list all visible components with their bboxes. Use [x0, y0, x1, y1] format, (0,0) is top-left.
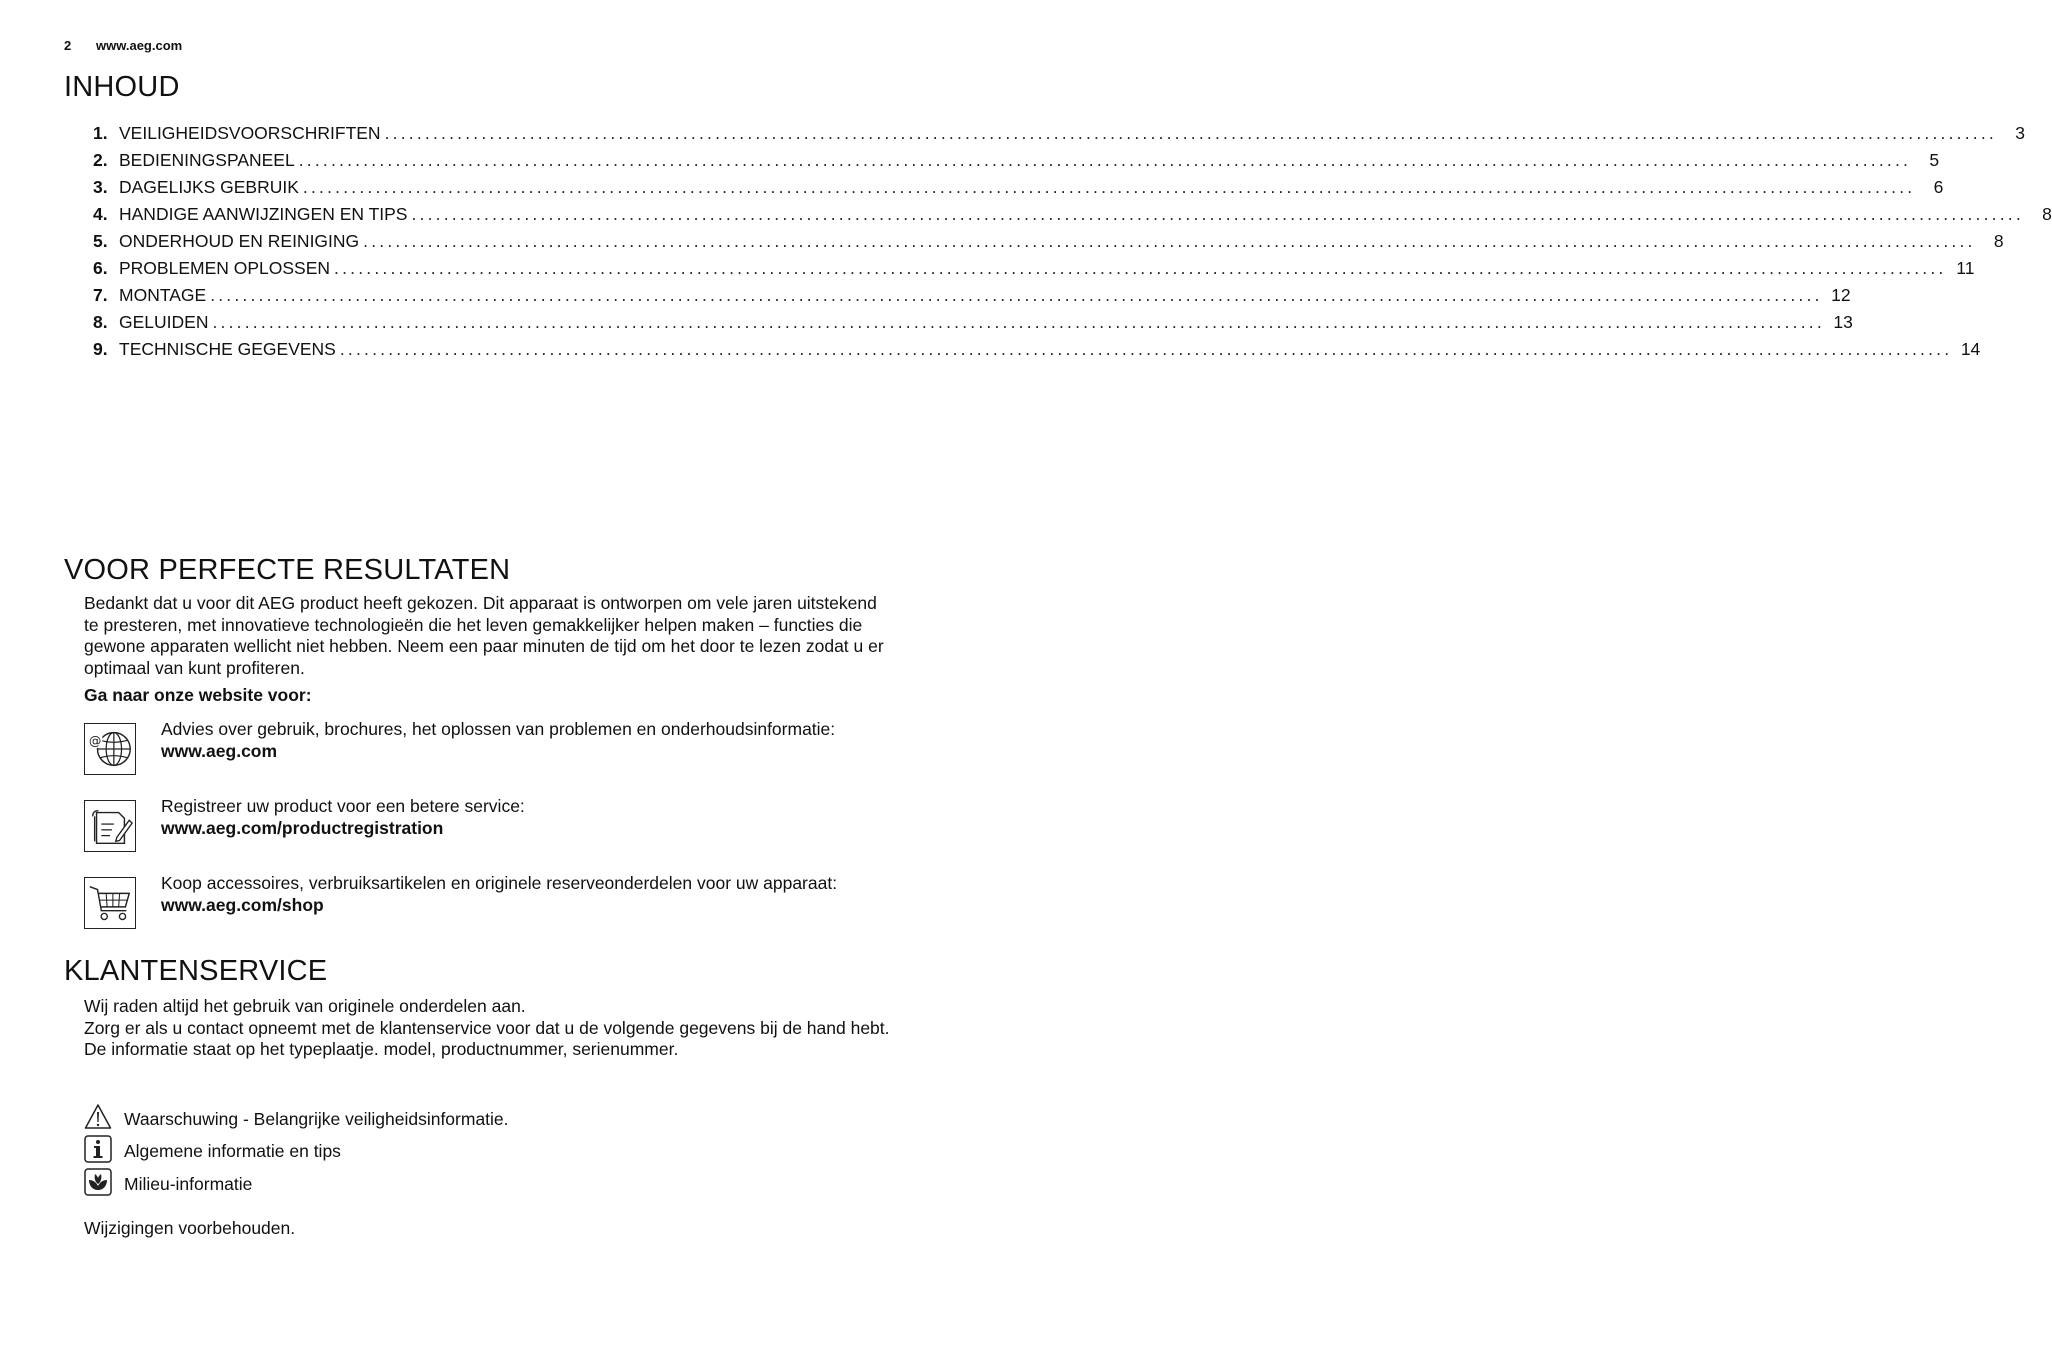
toc-item-page: 3: [2015, 123, 2025, 143]
environment-icon: [84, 1168, 112, 1196]
toc-item[interactable]: [93, 311, 1853, 338]
toc-leader-dots: ........................................................................................................................................................................................................: [411, 204, 2024, 224]
website-label: Ga naar onze website voor:: [84, 685, 312, 705]
toc-item-number: 4.: [93, 204, 108, 224]
header-site-link[interactable]: www.aeg.com: [96, 38, 183, 53]
service-line: Wij raden altijd het gebruik van originele onderdelen aan.: [84, 996, 526, 1016]
legend-text: Waarschuwing - Belangrijke veiligheidsinformatie.: [124, 1109, 509, 1129]
warning-icon: [84, 1103, 112, 1131]
website-item-text: Registreer uw product voor een betere service:: [161, 796, 525, 816]
page-header: [64, 38, 182, 53]
toc-item-page: 6: [1933, 177, 1944, 197]
service-line: De informatie staat op het typeplaatje. model, productnummer, serienummer.: [84, 1039, 679, 1059]
website-item-text: Koop accessoires, verbruiksartikelen en originele reserveonderdelen voor uw apparaat:: [161, 873, 838, 893]
toc-leader-dots: ........................................................................................................................................................................................................: [384, 123, 1997, 143]
toc-item-number: 8.: [93, 312, 108, 332]
registration-icon: [84, 800, 136, 852]
service-text: [84, 996, 894, 1061]
toc-item[interactable]: [93, 203, 2052, 230]
intro-paragraph: Bedankt dat u voor dit AEG product heeft gekozen. Dit apparaat is ontworpen om vele jaren uitstekend te presteren, met innovatieve technologieën die het leven gemakkelijker helpen maken – functies die gewone apparaten wellicht niet hebben. Neem een paar minuten de tijd om het door te lezen zodat u er optimaal van kunt profiteren.: [84, 593, 884, 678]
toc-item-page: 13: [1833, 312, 1853, 332]
toc-item-title: GELUIDEN: [119, 312, 209, 332]
table-of-contents: [93, 122, 2052, 365]
toc-item-number: 9.: [93, 339, 108, 359]
toc-title: INHOUD: [64, 71, 180, 103]
toc-item[interactable]: [93, 176, 1944, 203]
toc-leader-dots: ........................................................................................................................................................................................................: [212, 312, 1825, 332]
perfect-results-heading: VOOR PERFECTE RESULTATEN: [64, 554, 511, 586]
globe-icon: [84, 723, 136, 775]
toc-item-number: 1.: [93, 123, 108, 143]
toc-item-page: 11: [1956, 258, 1975, 278]
toc-item-number: 3.: [93, 177, 108, 197]
website-link[interactable]: www.aeg.com/shop: [161, 894, 324, 915]
toc-leader-dots: ........................................................................................................................................................................................................: [302, 177, 1916, 197]
website-item-text: Advies over gebruik, brochures, het oplossen van problemen en onderhoudsinformatie:: [161, 719, 836, 739]
toc-item-title: TECHNISCHE GEGEVENS: [119, 339, 336, 359]
toc-item-title: DAGELIJKS GEBRUIK: [119, 177, 299, 197]
toc-item-page: 14: [1960, 339, 1981, 359]
toc-item-title: MONTAGE: [119, 285, 207, 305]
toc-item[interactable]: [93, 230, 2004, 257]
website-link[interactable]: www.aeg.com/productregistration: [161, 817, 444, 838]
legend-text: Algemene informatie en tips: [124, 1141, 341, 1161]
toc-item[interactable]: [93, 284, 1851, 311]
website-link[interactable]: www.aeg.com: [161, 740, 278, 761]
toc-item-number: 7.: [93, 285, 108, 305]
toc-leader-dots: ........................................................................................................................................................................................................: [334, 258, 1947, 278]
toc-leader-dots: ........................................................................................................................................................................................................: [339, 339, 1953, 359]
info-icon: [84, 1135, 112, 1163]
toc-item-number: 2.: [93, 150, 108, 170]
toc-item-title: VEILIGHEIDSVOORSCHRIFTEN: [119, 123, 381, 143]
toc-leader-dots: ........................................................................................................................................................................................................: [363, 231, 1976, 251]
service-line: Zorg er als u contact opneemt met de klantenservice voor dat u de volgende gegevens bij de hand hebt.: [84, 1017, 890, 1038]
toc-item[interactable]: [93, 257, 1975, 284]
toc-item-page: 5: [1929, 150, 1940, 170]
toc-item-number: 6.: [93, 258, 108, 278]
toc-item[interactable]: [93, 149, 1940, 176]
shopping-cart-icon: [84, 877, 136, 929]
toc-item-title: PROBLEMEN OPLOSSEN: [119, 258, 331, 278]
toc-leader-dots: ........................................................................................................................................................................................................: [210, 285, 1823, 305]
toc-leader-dots: ........................................................................................................................................................................................................: [298, 150, 1912, 170]
toc-item[interactable]: [93, 338, 1981, 365]
toc-item-page: 12: [1831, 285, 1851, 305]
toc-item-number: 5.: [93, 231, 108, 251]
toc-item[interactable]: [93, 122, 2025, 149]
toc-item-title: ONDERHOUD EN REINIGING: [119, 231, 360, 251]
toc-item-title: BEDIENINGSPANEEL: [119, 150, 295, 170]
toc-item-page: 8: [1993, 231, 2004, 251]
legend-text: Milieu-informatie: [124, 1174, 253, 1194]
svg-text:@: @: [88, 733, 102, 749]
footer-note: Wijzigingen voorbehouden.: [84, 1218, 296, 1238]
toc-item-title: HANDIGE AANWIJZINGEN EN TIPS: [119, 204, 408, 224]
toc-item-page: 8: [2042, 204, 2052, 224]
customer-service-heading: KLANTENSERVICE: [64, 955, 328, 987]
page-number: 2: [64, 38, 72, 53]
